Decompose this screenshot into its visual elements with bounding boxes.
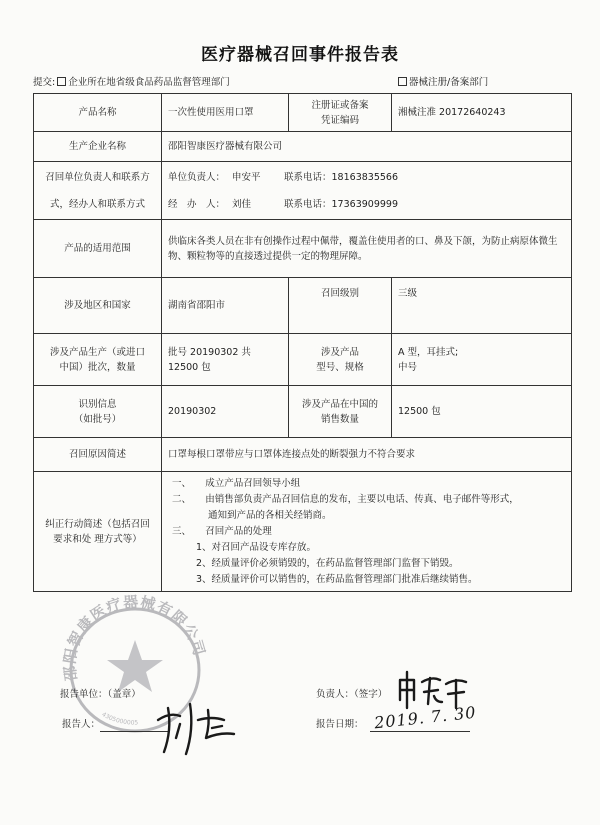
checkbox-registration-dept[interactable] <box>398 77 407 86</box>
reporter-handwritten-signature <box>150 690 250 760</box>
sales-label <box>289 386 392 438</box>
leader-name: 申安平 <box>232 171 261 183</box>
reporter-label: 报告人： <box>62 719 101 730</box>
handler-line <box>168 197 565 212</box>
manufacturer-label: 生产企业名称 <box>34 132 162 162</box>
report-unit-label: 报告单位：（盖章） <box>60 689 141 700</box>
reg-no-value: 湘械注准 20172640243 <box>392 94 572 132</box>
action-item-3: 三、 召回产品的处理 <box>172 525 272 537</box>
table-row <box>34 132 572 162</box>
model-label-line1: 涉及产品 <box>320 346 359 358</box>
reg-no-label-line1: 注册证或备案 <box>311 99 369 111</box>
id-info-label-line2: （如批号） <box>73 413 122 425</box>
leader-line <box>168 170 565 185</box>
model-value-line1: A 型，耳挂式; <box>398 346 459 358</box>
action-item-3-3: 3、经质量评价可以销售的，在药品监督管理部门批准后继续销售。 <box>196 573 478 585</box>
action-item-2: 二、 由销售部负责产品召回信息的发布，主要以电话、传真、电子邮件等形式， <box>172 493 519 505</box>
seal-text: 邵阳智康医疗器械有限公司 <box>60 592 209 682</box>
table-row <box>34 278 572 334</box>
contact-label <box>34 162 162 220</box>
table-row <box>34 386 572 438</box>
handler-phone-label: 联系电话： <box>284 198 332 210</box>
region-label: 涉及地区和国家 <box>34 278 162 334</box>
submit-prefix: 提交: <box>33 77 56 88</box>
model-label-line2: 型号、规格 <box>316 361 364 373</box>
recall-level-value: 三级 <box>392 278 572 334</box>
batch-value: 批号 20190302 共 12500 包 <box>162 334 289 386</box>
id-info-value: 20190302 <box>162 386 289 438</box>
action-label <box>34 472 162 592</box>
action-item-3-2: 2、经质量评价必须销毁的，在药品监督管理部门监督下销毁。 <box>196 557 459 569</box>
submit-to-line-2 <box>396 74 488 88</box>
recall-level-label: 召回级别 <box>289 278 392 334</box>
sales-label-line1: 涉及产品在中国的 <box>301 398 378 410</box>
reason-label: 召回原因简述 <box>34 438 162 472</box>
action-item-1: 一、 成立产品召回领导小组 <box>172 477 301 489</box>
scope-label: 产品的适用范围 <box>34 220 162 278</box>
scope-value: 供临床各类人员在非有创操作过程中佩带，覆盖住使用者的口、鼻及下颌，为防止病原体微生物、颗粒物等的直接透过提供一定的物理屏障。 <box>162 220 572 278</box>
reg-no-label-line2: 凭证编码 <box>320 114 359 126</box>
product-name-value: 一次性使用医用口罩 <box>162 94 289 132</box>
reg-no-label <box>289 94 392 132</box>
checkbox-province[interactable] <box>57 77 66 86</box>
action-label-line2: 要求和处 理方式等） <box>53 533 142 545</box>
table-row <box>34 162 572 220</box>
manufacturer-value: 邵阳智康医疗器械有限公司 <box>162 132 572 162</box>
submit-option-province: 企业所在地省级食品药品监督管理部门 <box>68 77 230 88</box>
report-date-handwritten: 2019. 7. 30 <box>373 702 478 733</box>
id-info-label-line1: 识别信息 <box>78 398 117 410</box>
batch-label-line2: 中国）批次，数量 <box>59 361 136 373</box>
reason-value: 口罩每根口罩带应与口罩体连接点处的断裂强力不符合要求 <box>162 438 572 472</box>
action-item-2-cont: 通知到产品的各相关经销商。 <box>208 509 332 521</box>
table-row <box>34 438 572 472</box>
leader-phone-label: 联系电话： <box>284 171 332 183</box>
submit-to-line <box>33 74 230 88</box>
recall-report-table <box>33 93 572 592</box>
model-value <box>392 334 572 386</box>
batch-label <box>34 334 162 386</box>
handler-label: 经 办 人： <box>168 198 226 210</box>
page-title: 医疗器械召回事件报告表 <box>201 45 399 65</box>
leader-label: 单位负责人： <box>168 171 226 183</box>
region-value: 湖南省邵阳市 <box>162 278 289 334</box>
handler-phone: 17363909999 <box>331 198 399 210</box>
sales-label-line2: 销售数量 <box>320 413 359 425</box>
model-value-line2: 中号 <box>398 361 418 373</box>
handler-name: 刘佳 <box>232 198 252 210</box>
contact-label-line2: 式，经办人和联系方式 <box>49 198 145 210</box>
batch-label-line1: 涉及产品生产（或进口 <box>49 346 145 358</box>
contact-label-line1: 召回单位负责人和联系方 <box>45 171 150 183</box>
product-name-label: 产品名称 <box>34 94 162 132</box>
action-label-line1: 纠正行动简述（包括召回 <box>45 518 150 530</box>
contact-value <box>162 162 572 220</box>
seal-star-icon <box>107 640 163 692</box>
seal-number: 4305000005 <box>100 711 139 727</box>
sales-value: 12500 包 <box>392 386 572 438</box>
action-item-3-1: 1、对召回产品设专库存放。 <box>196 541 317 553</box>
table-row <box>34 472 572 592</box>
action-value <box>162 472 572 592</box>
table-row <box>34 334 572 386</box>
id-info-label <box>34 386 162 438</box>
table-row <box>34 94 572 132</box>
leader-sign-label: 负责人：（签字） <box>316 689 388 700</box>
model-label <box>289 334 392 386</box>
report-date-label: 报告日期： <box>316 719 364 730</box>
leader-phone: 18163835566 <box>331 171 399 183</box>
table-row <box>34 220 572 278</box>
submit-option-registration: 器械注册/备案部门 <box>409 77 489 88</box>
